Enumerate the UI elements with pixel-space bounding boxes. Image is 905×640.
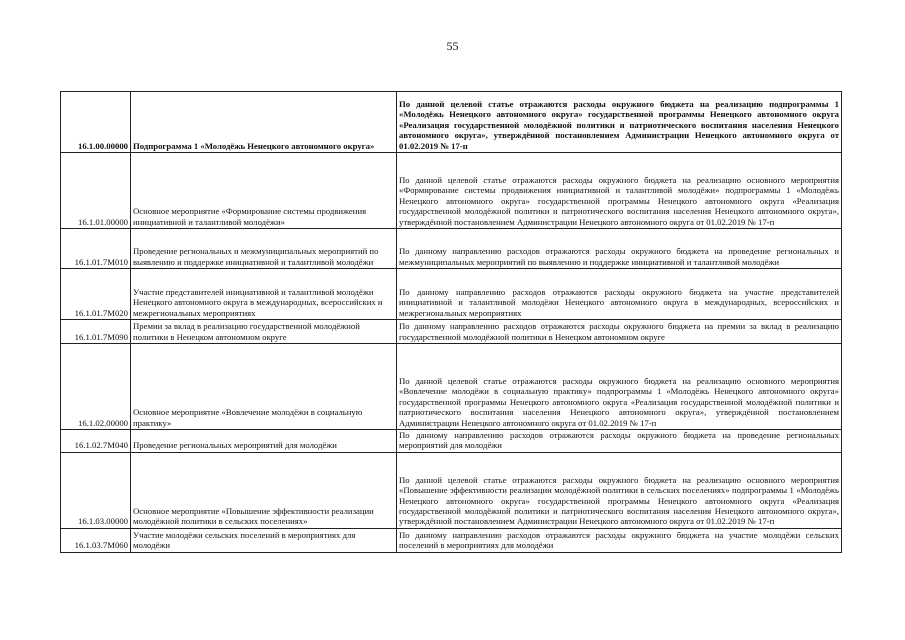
name-cell: Премии за вклад в реализацию государственной молодёжной политики в Ненецком автономном округе — [131, 320, 397, 344]
code-cell: 16.1.01.7М020 — [61, 269, 131, 320]
table-row — [61, 153, 842, 229]
budget-classification-table — [60, 91, 842, 553]
description-cell: По данному направлению расходов отражаются расходы окружного бюджета на участие молодёжи сельских поселений в мероприятиях для молодёжи — [397, 528, 842, 552]
table-row — [61, 528, 842, 552]
table-body — [61, 92, 842, 553]
table-row — [61, 430, 842, 453]
code-cell: 16.1.01.7М010 — [61, 229, 131, 269]
code-cell: 16.1.03.00000 — [61, 452, 131, 528]
name-cell: Подпрограмма 1 «Молодёжь Ненецкого автономного округа» — [131, 92, 397, 153]
description-cell: По данной целевой статье отражаются расходы окружного бюджета на реализацию подпрограммы 1 «Молодёжь Ненецкого автономного округа» государственной программы Ненецкого автономного округа «Реализация государственной молодёжной политики и патриотического воспитания населения Ненецкого автономного округа», утверждённой постановлением Администрации Ненецкого автономного округа от 01.02.2019 № 17-п — [397, 92, 842, 153]
name-cell: Основное мероприятие «Вовлечение молодёжи в социальную практику» — [131, 344, 397, 430]
name-cell: Участие представителей инициативной и талантливой молодёжи Ненецкого автономного округа в международных, всероссийских и межрегиональных мероприятиях — [131, 269, 397, 320]
table-row — [61, 344, 842, 430]
code-cell: 16.1.01.7М090 — [61, 320, 131, 344]
name-cell: Основное мероприятие «Повышение эффективности реализации молодёжной политики в сельских поселениях» — [131, 452, 397, 528]
name-cell: Проведение региональных мероприятий для молодёжи — [131, 430, 397, 453]
page-number: 55 — [446, 39, 459, 53]
code-cell: 16.1.01.00000 — [61, 153, 131, 229]
name-cell: Проведение региональных и межмуниципальных мероприятий по выявлению и поддержке инициативной и талантливой молодёжи — [131, 229, 397, 269]
table-row — [61, 229, 842, 269]
description-cell: По данной целевой статье отражаются расходы окружного бюджета на реализацию основного мероприятия «Вовлечение молодёжи в социальную практику» подпрограммы 1 «Молодёжь Ненецкого автономного округа» государственной программы Ненецкого автономного округа «Реализация государственной молодёжной политики и патриотического воспитания населения Ненецкого автономного округа», утверждённой постановлением Администрации Ненецкого автономного округа от 01.02.2019 № 17-п — [397, 344, 842, 430]
code-cell: 16.1.02.7М040 — [61, 430, 131, 453]
description-cell: По данному направлению расходов отражаются расходы окружного бюджета на участие представителей инициативной и талантливой молодёжи Ненецкого автономного округа в международных, всероссийских и межрегиональных мероприятиях — [397, 269, 842, 320]
description-cell: По данному направлению расходов отражаются расходы окружного бюджета на проведение региональных и межмуниципальных мероприятий по выявлению и поддержке инициативной и талантливой молодёжи — [397, 229, 842, 269]
description-cell: По данному направлению расходов отражаются расходы окружного бюджета на проведение региональных мероприятий для молодёжи — [397, 430, 842, 453]
code-cell: 16.1.00.00000 — [61, 92, 131, 153]
table-row — [61, 92, 842, 153]
name-cell: Основное мероприятие «Формирование системы продвижения инициативной и талантливой молодёжи» — [131, 153, 397, 229]
description-cell: По данной целевой статье отражаются расходы окружного бюджета на реализацию основного мероприятия «Формирование системы продвижения инициативной и талантливой молодёжи» подпрограммы 1 «Молодёжь Ненецкого автономного округа» государственной программы Ненецкого автономного округа «Реализация государственной молодёжной политики и патриотического воспитания населения Ненецкого автономного округа», утверждённой постановлением Администрации Ненецкого автономного округа от 01.02.2019 № 17-п — [397, 153, 842, 229]
table-row — [61, 320, 842, 344]
description-cell: По данной целевой статье отражаются расходы окружного бюджета на реализацию основного мероприятия «Повышение эффективности реализации молодёжной политики в сельских поселениях» подпрограммы 1 «Молодёжь Ненецкого автономного округа» государственной программы Ненецкого автономного округа «Реализация государственной молодёжной политики и патриотического воспитания населения Ненецкого автономного округа», утверждённой постановлением Администрации Ненецкого автономного округа от 01.02.2019 № 17-п — [397, 452, 842, 528]
description-cell: По данному направлению расходов отражаются расходы окружного бюджета на премии за вклад в реализацию государственной молодёжной политики в Ненецком автономном округе — [397, 320, 842, 344]
table-row — [61, 269, 842, 320]
code-cell: 16.1.02.00000 — [61, 344, 131, 430]
table-row — [61, 452, 842, 528]
code-cell: 16.1.03.7М060 — [61, 528, 131, 552]
name-cell: Участие молодёжи сельских поселений в мероприятиях для молодёжи — [131, 528, 397, 552]
